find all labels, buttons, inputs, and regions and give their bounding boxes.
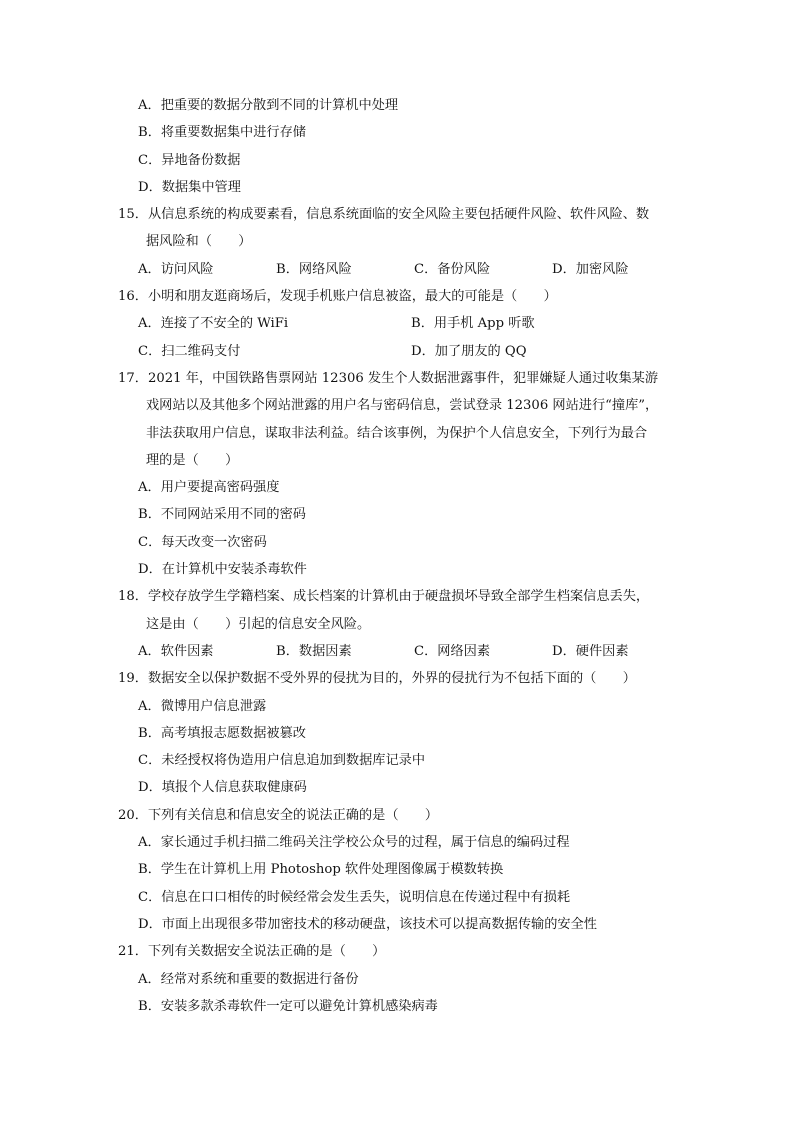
q14-option-d: D．数据集中管理	[138, 179, 241, 195]
q16-option-a: A．连接了不安全的 WiFi	[138, 316, 289, 332]
q18-stem-line-1: 18．学校存放学生学籍档案、成长档案的计算机由于硬盘损坏导致全部学生档案信息丢失，	[118, 589, 650, 605]
q15-options-row	[118, 256, 690, 283]
q20-option-d: D．市面上出现很多带加密技术的移动硬盘，该技术可以提高数据传输的安全性	[138, 916, 597, 932]
q18-option-a: A．软件因素	[138, 643, 214, 659]
q18-stem-line-2: 这是由（ ）引起的信息安全风险。	[146, 616, 371, 632]
q15-stem-line-1: 15．从信息系统的构成要素看，信息系统面临的安全风险主要包括硬件风险、软件风险、数	[118, 207, 650, 223]
q21-option-b: B．安装多款杀毒软件一定可以避免计算机感染病毒	[138, 998, 438, 1014]
q17-stem-line-3: 非法获取用户信息，谋取非法利益。结合该事例，为保护个人信息安全，下列行为最合	[146, 425, 648, 441]
q16-option-c: C．扫二维码支付	[138, 343, 241, 359]
q14-option-a: A．把重要的数据分散到不同的计算机中处理	[138, 98, 399, 113]
q19-option-a: A．微博用户信息泄露	[138, 698, 267, 714]
q16-option-b: B．用手机 App 听歌	[411, 316, 535, 332]
q18-options-row	[118, 638, 690, 665]
question-list	[118, 92, 690, 1020]
q18-option-d: D．硬件因素	[552, 643, 629, 659]
q15-option-d: D．加密风险	[552, 261, 629, 277]
q19-option-d: D．填报个人信息获取健康码	[138, 780, 307, 796]
q17-stem-line-2: 戏网站以及其他多个网站泄露的用户名与密码信息，尝试登录 12306 网站进行“撞库”，	[146, 398, 659, 414]
q17-option-c: C．每天改变一次密码	[138, 534, 267, 550]
q15-option-a: A．访问风险	[138, 261, 214, 277]
q19-stem: 19．数据安全以保护数据不受外界的侵扰为目的，外界的侵扰行为不包括下面的（ ）	[118, 671, 636, 687]
q17-option-a: A．用户要提高密码强度	[138, 480, 280, 496]
q19-option-b: B．高考填报志愿数据被篡改	[138, 725, 306, 741]
q14-option-b: B．将重要数据集中进行存储	[138, 125, 306, 141]
q20-stem: 20．下列有关信息和信息安全的说法正确的是（ ）	[118, 807, 439, 823]
q17-option-b: B．不同网站采用不同的密码	[138, 507, 306, 523]
q20-option-b: B．学生在计算机上用 Photoshop 软件处理图像属于模数转换	[138, 862, 504, 878]
q20-option-c: C．信息在口口相传的时候经常会发生丢失，说明信息在传递过程中有损耗	[138, 889, 571, 905]
q15-option-b: B．网络风险	[276, 261, 352, 277]
q19-option-c: C．未经授权将伪造用户信息追加到数据库记录中	[138, 753, 426, 769]
q14-option-c: C．异地备份数据	[138, 152, 241, 168]
q16-options-row-2	[118, 338, 690, 365]
q21-option-a: A．经常对系统和重要的数据进行备份	[138, 971, 359, 987]
q16-stem: 16．小明和朋友逛商场后，发现手机账户信息被盗，最大的可能是（ ）	[118, 289, 557, 305]
q17-stem-line-4: 理的是（ ）	[146, 452, 239, 468]
q16-option-d: D．加了朋友的 QQ	[411, 343, 527, 359]
q15-stem-line-2: 据风险和（ ）	[146, 234, 252, 250]
q16-options-row-1	[118, 310, 690, 337]
q17-stem-line-1: 17．2021 年，中国铁路售票网站 12306 发生个人数据泄露事件，犯罪嫌疑人通过收集某游	[118, 370, 659, 386]
q18-option-c: C．网络因素	[414, 643, 491, 659]
q17-option-d: D．在计算机中安装杀毒软件	[138, 562, 307, 578]
q15-option-c: C．备份风险	[414, 261, 491, 277]
q18-option-b: B．数据因素	[276, 643, 352, 659]
q20-option-a: A．家长通过手机扫描二维码关注学校公众号的过程，属于信息的编码过程	[138, 835, 570, 851]
q21-stem: 21．下列有关数据安全说法正确的是（ ）	[118, 944, 386, 960]
